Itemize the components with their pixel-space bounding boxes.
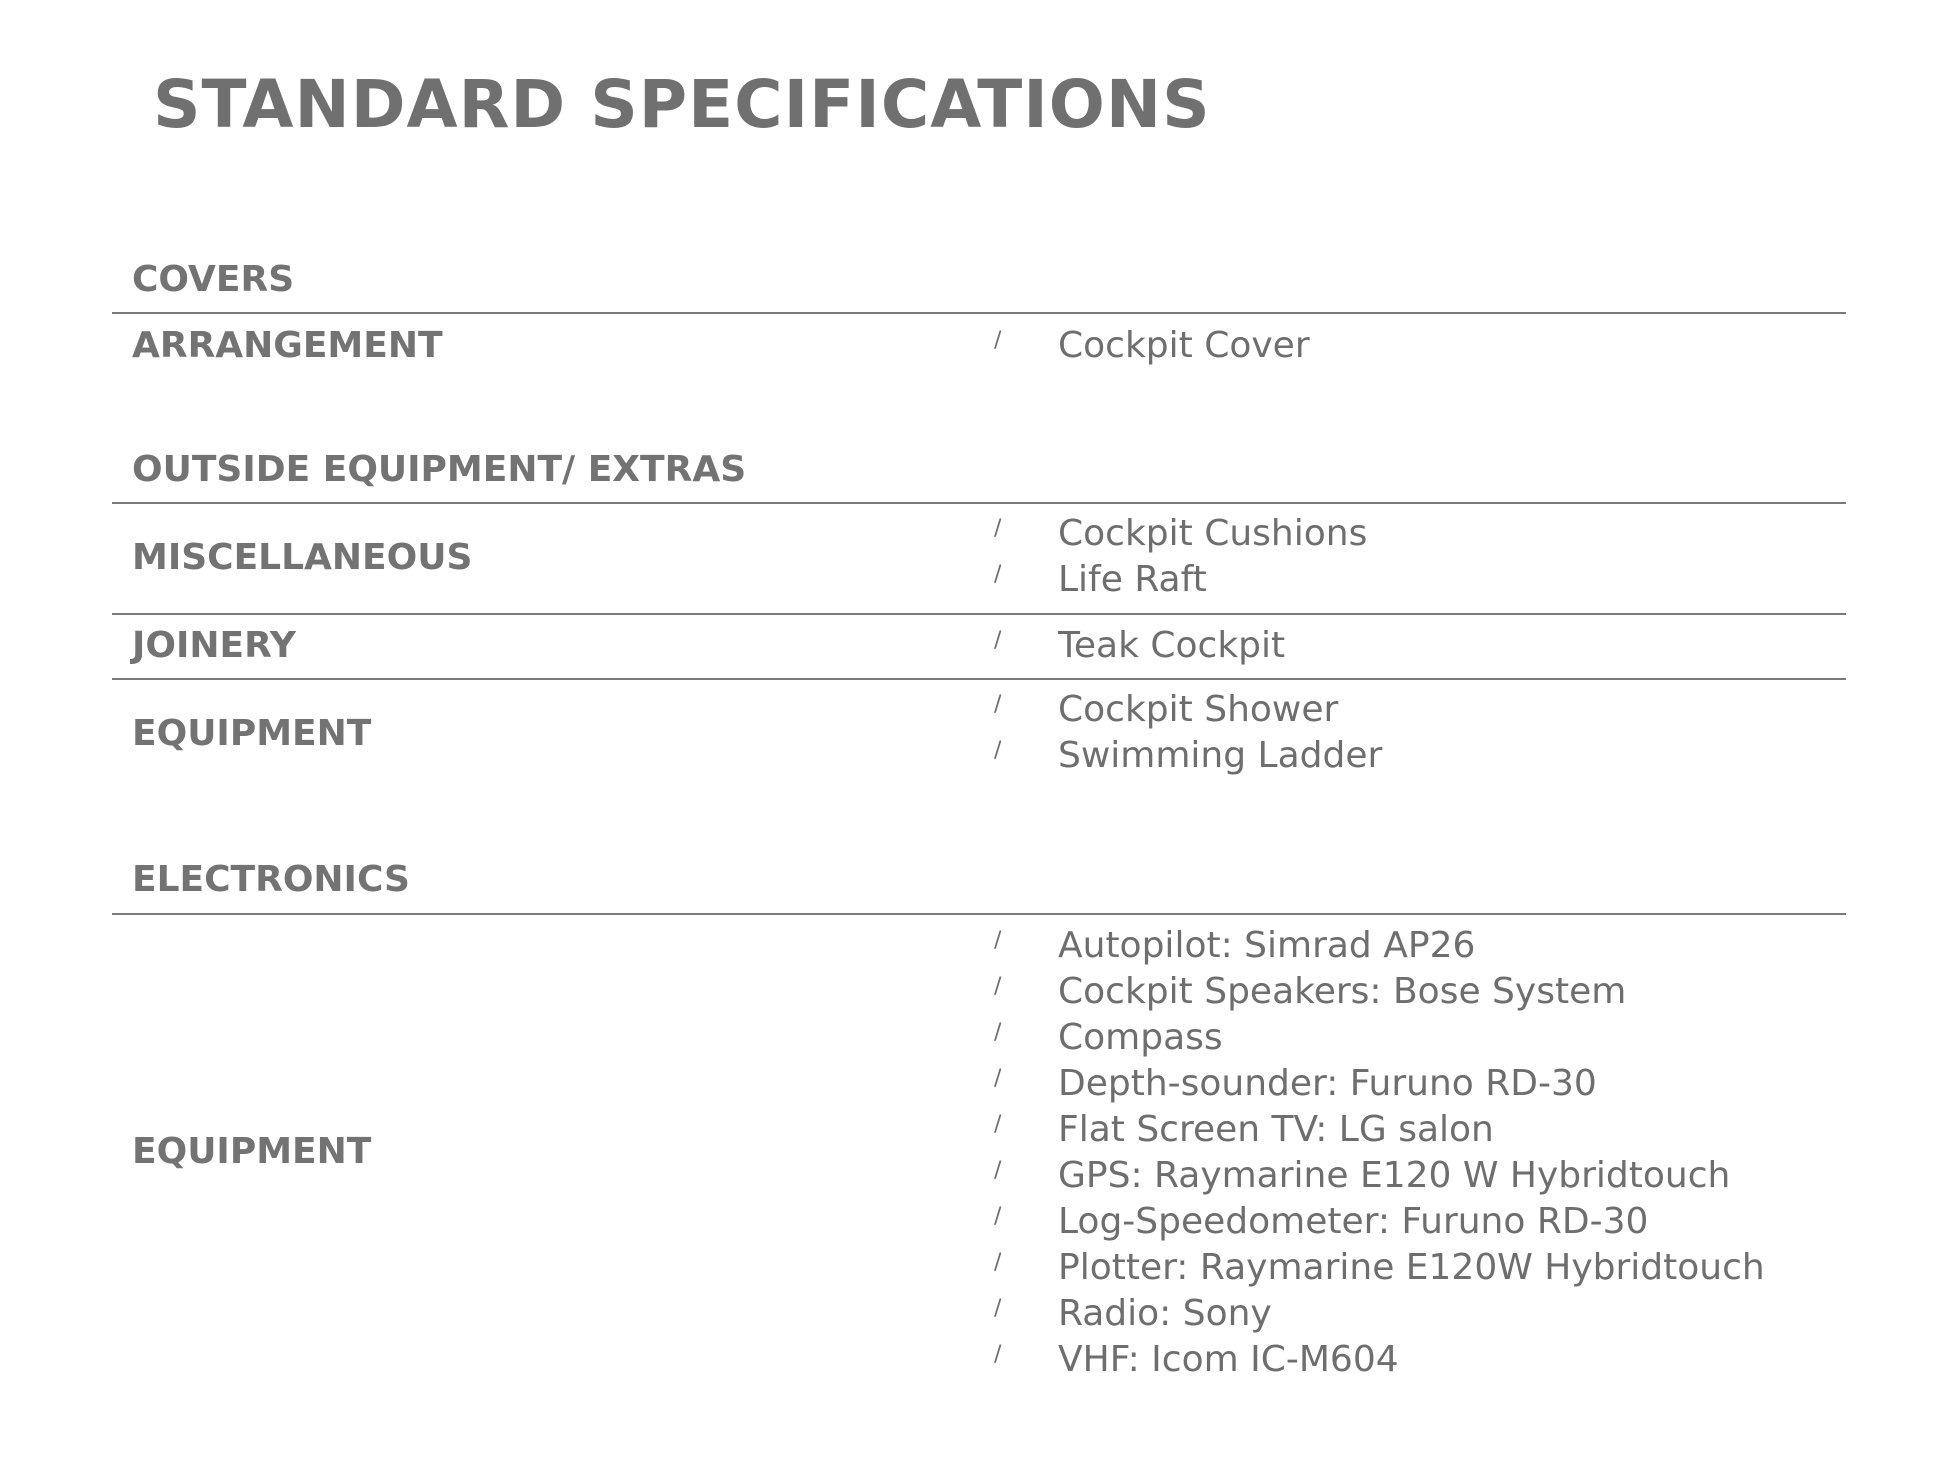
row-divider	[112, 678, 1846, 680]
slash-bullet-icon: /	[994, 1250, 1002, 1275]
item-text: Cockpit Cover	[1058, 325, 1310, 366]
row-label: ARRANGEMENT	[132, 325, 443, 366]
slash-bullet-icon: /	[994, 516, 1002, 541]
section-divider	[112, 502, 1846, 504]
section-divider	[112, 312, 1846, 314]
section-heading-covers: COVERS	[132, 259, 295, 300]
slash-bullet-icon: /	[994, 328, 1002, 353]
slash-bullet-icon: /	[994, 562, 1002, 587]
slash-bullet-icon: /	[994, 1204, 1002, 1229]
slash-bullet-icon: /	[994, 692, 1002, 717]
item-text: Autopilot: Simrad AP26	[1058, 925, 1476, 966]
item-text: Cockpit Speakers: Bose System	[1058, 971, 1627, 1012]
item-text: Log-Speedometer: Furuno RD-30	[1058, 1201, 1649, 1242]
item-text: Swimming Ladder	[1058, 735, 1383, 776]
slash-bullet-icon: /	[994, 738, 1002, 763]
item-text: Cockpit Shower	[1058, 689, 1339, 730]
item-text: Flat Screen TV: LG salon	[1058, 1109, 1494, 1150]
row-label: EQUIPMENT	[132, 1131, 372, 1172]
item-text: Teak Cockpit	[1058, 625, 1286, 666]
section-heading-electronics: ELECTRONICS	[132, 859, 410, 900]
row-label: JOINERY	[132, 625, 296, 666]
row-divider	[112, 613, 1846, 615]
slash-bullet-icon: /	[994, 1066, 1002, 1091]
slash-bullet-icon: /	[994, 1112, 1002, 1137]
item-text: Life Raft	[1058, 559, 1207, 600]
section-heading-outside-equipment: OUTSIDE EQUIPMENT/ EXTRAS	[132, 449, 747, 490]
item-text: VHF: Icom IC-M604	[1058, 1339, 1399, 1380]
row-label: EQUIPMENT	[132, 713, 372, 754]
slash-bullet-icon: /	[994, 628, 1002, 653]
slash-bullet-icon: /	[994, 1158, 1002, 1183]
slash-bullet-icon: /	[994, 1020, 1002, 1045]
section-divider	[112, 913, 1846, 915]
item-text: Depth-sounder: Furuno RD-30	[1058, 1063, 1597, 1104]
slash-bullet-icon: /	[994, 974, 1002, 999]
item-text: GPS: Raymarine E120 W Hybridtouch	[1058, 1155, 1731, 1196]
slash-bullet-icon: /	[994, 1342, 1002, 1367]
item-text: Radio: Sony	[1058, 1293, 1272, 1334]
item-text: Compass	[1058, 1017, 1223, 1058]
slash-bullet-icon: /	[994, 1296, 1002, 1321]
slash-bullet-icon: /	[994, 928, 1002, 953]
item-text: Cockpit Cushions	[1058, 513, 1368, 554]
item-text: Plotter: Raymarine E120W Hybridtouch	[1058, 1247, 1765, 1288]
page-title: STANDARD SPECIFICATIONS	[153, 66, 1211, 143]
row-label: MISCELLANEOUS	[132, 537, 473, 578]
